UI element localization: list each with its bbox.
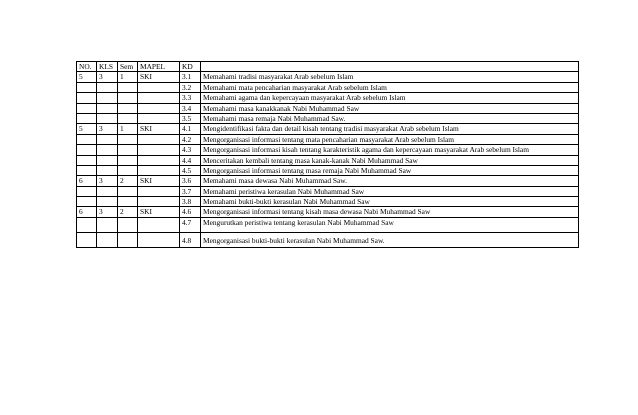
cell-description: Memahami peristiwa kerasulan Nabi Muhammad Saw xyxy=(201,186,579,196)
cell-no xyxy=(77,145,97,155)
cell-no xyxy=(77,197,97,207)
cell-description: Memahami mata pencaharian masyarakat Arab sebelum Islam xyxy=(201,82,579,92)
table-row xyxy=(77,134,579,144)
cell-sem xyxy=(118,155,138,165)
header-mapel: MAPEL xyxy=(138,62,180,72)
cell-sem xyxy=(118,165,138,175)
cell-no xyxy=(77,155,97,165)
cell-kls xyxy=(97,103,118,113)
cell-mapel: SKI xyxy=(138,124,180,134)
cell-sem: 1 xyxy=(118,124,138,134)
table-row xyxy=(77,186,579,196)
cell-no: 5 xyxy=(77,72,97,82)
header-row xyxy=(77,62,579,72)
cell-sem xyxy=(118,217,138,233)
cell-description: Memahami agama dan kepercayaan masyarakat Arab sebelum Islam xyxy=(201,93,579,103)
table-row xyxy=(77,165,579,175)
cell-mapel xyxy=(138,145,180,155)
cell-description: Mengorganisasi informasi tentang masa remaja Nabi Muhammad Saw xyxy=(201,165,579,175)
cell-sem xyxy=(118,197,138,207)
cell-mapel xyxy=(138,93,180,103)
cell-kd: 3.4 xyxy=(180,103,201,113)
cell-kls xyxy=(97,165,118,175)
cell-description: Mengidentifikasi fakta dan detail kisah tentang tradisi masyarakat Arab sebelum Islam xyxy=(201,124,579,134)
table-row xyxy=(77,176,579,186)
table-row xyxy=(77,113,579,123)
cell-sem xyxy=(118,186,138,196)
cell-kls xyxy=(97,217,118,233)
cell-kls xyxy=(97,155,118,165)
cell-kd: 3.6 xyxy=(180,176,201,186)
cell-kls xyxy=(97,186,118,196)
cell-sem: 2 xyxy=(118,176,138,186)
cell-kd: 4.6 xyxy=(180,207,201,217)
header-no: NO. xyxy=(77,62,97,72)
cell-kd: 3.7 xyxy=(180,186,201,196)
table-row xyxy=(77,72,579,82)
cell-mapel xyxy=(138,165,180,175)
cell-mapel xyxy=(138,155,180,165)
cell-sem xyxy=(118,82,138,92)
cell-mapel xyxy=(138,217,180,233)
table-row xyxy=(77,82,579,92)
header-kls: KLS xyxy=(97,62,118,72)
cell-description: Mengorganisasi informasi tentang mata pencaharian masyarakat Arab sebelum Islam xyxy=(201,134,579,144)
cell-description: Mengorganisasi informasi kisah tentang karakteristik agama dan kepercayaan masyarakat Arab sebelum Islam xyxy=(201,145,579,155)
table-row xyxy=(77,145,579,155)
cell-mapel xyxy=(138,134,180,144)
cell-description: Memahami masa dewasa Nabi Muhammad Saw. xyxy=(201,176,579,186)
cell-kls: 3 xyxy=(97,207,118,217)
cell-no: 6 xyxy=(77,207,97,217)
cell-mapel xyxy=(138,82,180,92)
cell-kls: 3 xyxy=(97,176,118,186)
table-row xyxy=(77,207,579,217)
cell-kd: 4.1 xyxy=(180,124,201,134)
cell-no xyxy=(77,165,97,175)
cell-sem xyxy=(118,93,138,103)
cell-no xyxy=(77,233,97,248)
cell-mapel xyxy=(138,197,180,207)
cell-sem: 2 xyxy=(118,207,138,217)
cell-description: Memahami bukti-bukti kerasulan Nabi Muhammad Saw xyxy=(201,197,579,207)
table-row xyxy=(77,93,579,103)
cell-kd: 4.8 xyxy=(180,233,201,248)
cell-kd: 3.5 xyxy=(180,113,201,123)
table-row xyxy=(77,233,579,248)
header-description xyxy=(201,62,579,72)
cell-mapel xyxy=(138,113,180,123)
cell-kd: 3.2 xyxy=(180,82,201,92)
cell-sem xyxy=(118,145,138,155)
header-kd: KD xyxy=(180,62,201,72)
cell-sem xyxy=(118,113,138,123)
cell-mapel: SKI xyxy=(138,176,180,186)
cell-kd: 4.4 xyxy=(180,155,201,165)
cell-kls xyxy=(97,82,118,92)
cell-no xyxy=(77,93,97,103)
cell-kls xyxy=(97,93,118,103)
cell-description: Mengorganisasi bukti-bukti kerasulan Nabi Muhammad Saw. xyxy=(201,233,579,248)
cell-no: 5 xyxy=(77,124,97,134)
cell-mapel xyxy=(138,186,180,196)
cell-kd: 4.5 xyxy=(180,165,201,175)
cell-kls xyxy=(97,134,118,144)
cell-no: 6 xyxy=(77,176,97,186)
cell-kls: 3 xyxy=(97,124,118,134)
cell-description: Memahami tradisi masyarakat Arab sebelum Islam xyxy=(201,72,579,82)
table-row xyxy=(77,155,579,165)
cell-sem: 1 xyxy=(118,72,138,82)
cell-no xyxy=(77,103,97,113)
cell-mapel: SKI xyxy=(138,207,180,217)
cell-kd: 4.3 xyxy=(180,145,201,155)
cell-kd: 3.8 xyxy=(180,197,201,207)
cell-kd: 3.1 xyxy=(180,72,201,82)
cell-description: Mengurutkan peristiwa tentang kerasulan Nabi Muhammad Saw xyxy=(201,217,579,233)
table-row xyxy=(77,197,579,207)
table-row xyxy=(77,124,579,134)
kd-table xyxy=(76,61,579,248)
kd-table-body xyxy=(77,62,579,248)
cell-sem xyxy=(118,134,138,144)
cell-kls xyxy=(97,113,118,123)
cell-sem xyxy=(118,233,138,248)
cell-sem xyxy=(118,103,138,113)
cell-kls: 3 xyxy=(97,72,118,82)
cell-description: Memahami masa remaja Nabi Muhammad Saw. xyxy=(201,113,579,123)
cell-kd: 4.2 xyxy=(180,134,201,144)
cell-description: Mengorganisasi informasi tentang kisah masa dewasa Nabi Muhammad Saw xyxy=(201,207,579,217)
cell-kd: 4.7 xyxy=(180,217,201,233)
cell-no xyxy=(77,217,97,233)
cell-description: Menceritakan kembali tentang masa kanak-kanak Nabi Muhammad Saw xyxy=(201,155,579,165)
cell-no xyxy=(77,82,97,92)
header-sem: Sem xyxy=(118,62,138,72)
cell-kd: 3.3 xyxy=(180,93,201,103)
table-row xyxy=(77,103,579,113)
cell-mapel: SKI xyxy=(138,72,180,82)
cell-kls xyxy=(97,145,118,155)
cell-description: Memahami masa kanakkanak Nabi Muhammad Saw xyxy=(201,103,579,113)
cell-kls xyxy=(97,197,118,207)
cell-kls xyxy=(97,233,118,248)
cell-mapel xyxy=(138,233,180,248)
cell-no xyxy=(77,113,97,123)
cell-mapel xyxy=(138,103,180,113)
cell-no xyxy=(77,186,97,196)
table-row xyxy=(77,217,579,233)
cell-no xyxy=(77,134,97,144)
